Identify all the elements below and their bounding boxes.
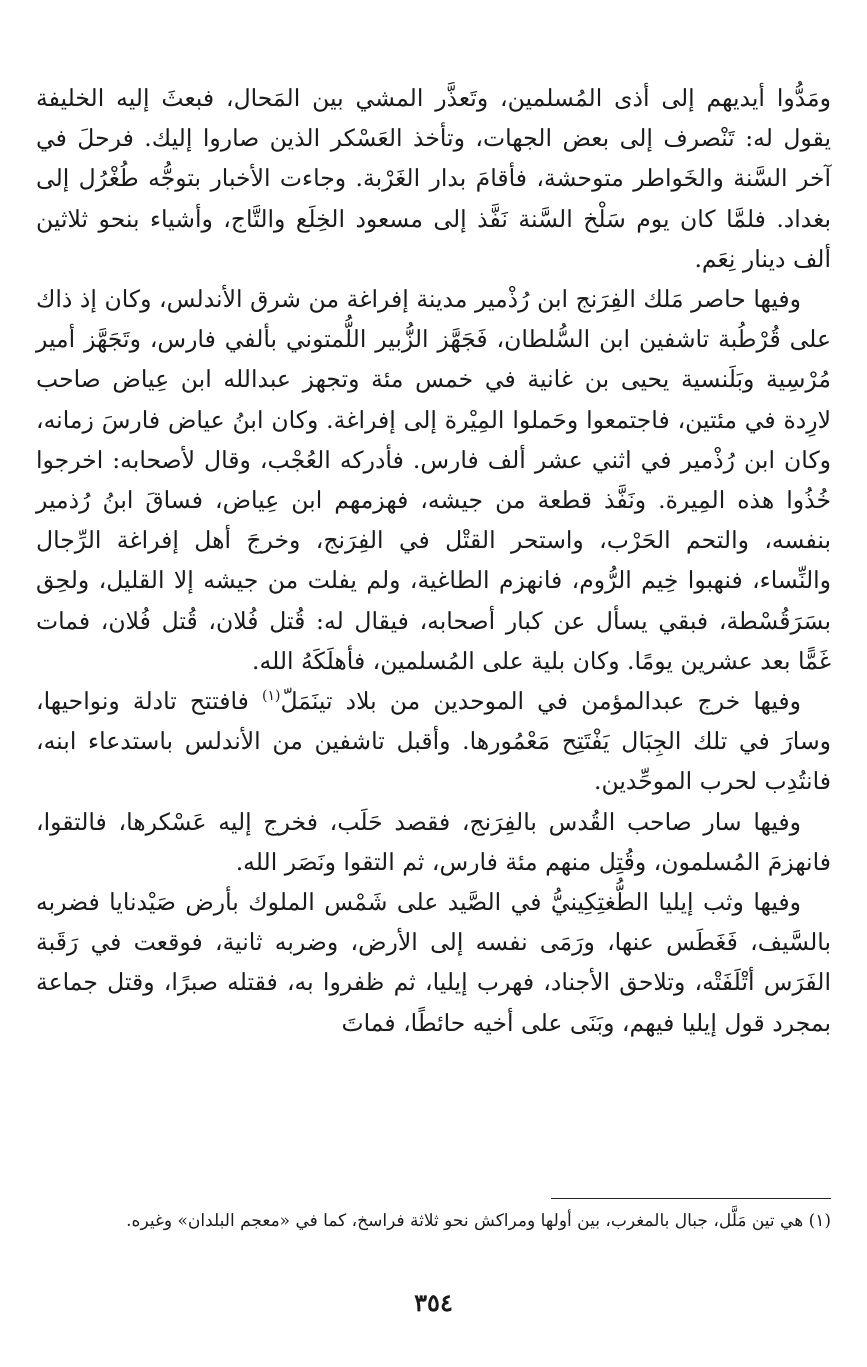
paragraph-3 — [36, 681, 831, 802]
paragraph-5: وفيها وثب إيليا الطُّغتِكِينيُّ في الصَّيد على شَمْس الملوك بأرض صَيْدنايا فضربه بالسَّيف، فَغَطَس عنها، ورَمَى نفسه إلى الأرض، وضربه ثانية، فوقعت في رَقَبة الفَرَس أتْلَفَتْه، وتلاحق الأجناد، فهرب إيليا، ثم ظفروا به، فقتله صبرًا، وقتل جماعة بمجرد قول إيليا فيهم، وبَنَى على أخيه حائطًا، فماتَ — [36, 888, 831, 1037]
footnote-reference[interactable]: (١) — [261, 688, 281, 705]
footnote — [36, 1208, 831, 1235]
paragraph-2: وفيها حاصر مَلك الفِرَنج ابن رُذْمير مدينة إفراغة من شرق الأندلس، وكان إذ ذاك على قُرْطُبة تاشفين ابن السُّلطان، فَجَهَّز الزُّبير اللُّمتوني بألفي فارس، وتَجَهَّز أمير مُرْسِية وبَلَنسية يحيى بن غانية في خمس مئة وتجهز عبدالله ابن عِياض صاحب لارِدة في مئتين، فاجتمعوا وحَملوا المِيْرة إلى إفراغة. وكان ابنُ عياض فارسَ زمانه، وكان ابن رُذْمير في اثني عشر ألف فارس. فأدركه العُجْب، وقال لأصحابه: اخرجوا خُذُوا هذه المِيرة. ونَفَّذ قطعة من جيشه، فهزمهم ابن عِياض، فساقَ ابنُ رُذمير بنفسه، والتحم الحَرْب، واستحر القتْل في الفِرَنج، وخرجَ أهل إفراغة الرِّجال والنِّساء، فنهبوا خِيم الرُّوم، فانهزم الطاغية، ولم يفلت من جيشه إلا القليل، ولحِق بسَرَقُسْطة، فبقي يسأل عن كبار أصحابه، فيقال له: قُتل فُلان، قُتل فُلان، فمات غَمًّا بعد عشرين يومًا. وكان بلية على المُسلمين، فأهلَكَهُ الله. — [36, 285, 831, 675]
paragraph-3-end: فافتتح تادلة ونواحيها، وسارَ في تلك الجِبَال يَفْتَتِح مَعْمُورها. وأقبل تاشفين من الأندلس باستدعاء ابنه، فانتُدِب لحرب الموحِّدين. — [36, 687, 831, 796]
paragraph-4: وفيها سار صاحب القُدس بالفِرَنج، فقصد حَلَب، فخرج إليه عَسْكرها، فالتقوا، فانهزمَ المُسلمون، وقُتِل منهم مئة فارس، ثم التقوا ونَصَر الله. — [36, 807, 831, 876]
footnote-marker: (١) — [808, 1211, 831, 1231]
paragraph-3-start: وفيها خرج عبدالمؤمن في الموحدين من بلاد تينَمَلّ — [280, 687, 801, 716]
footnote-text: هي تين مَلَّل، جبال بالمغرب، بين أولها ومراكش نحو ثلاثة فراسخ، كما في «معجم البلدان» وغيره. — [126, 1211, 804, 1231]
page-number: ٣٥٤ — [414, 1288, 453, 1317]
paragraph-1: ومَدُّوا أيديهم إلى أذى المُسلمين، وتَعذَّر المشي بين المَحال، فبعثَ إليه الخليفة يقول له: تَنْصرف إلى بعض الجهات، وتأخذ العَسْكر الذين صاروا إليك. فرحلَ في آخر السَّنة والخَواطر متوحشة، فأقامَ بدار الغَرْبة. وجاءت الأخبار بتوجُّه طُغْرُل إلى بغداد. فلمَّا كان يوم سَلْخ السَّنة نَفَّذ إلى مسعود الخِلَع والتَّاج، وأشياء بنحو ثلاثين ألف دينار نِعَم. — [36, 84, 831, 273]
footnote-divider — [551, 1198, 831, 1199]
main-text — [36, 78, 831, 1043]
